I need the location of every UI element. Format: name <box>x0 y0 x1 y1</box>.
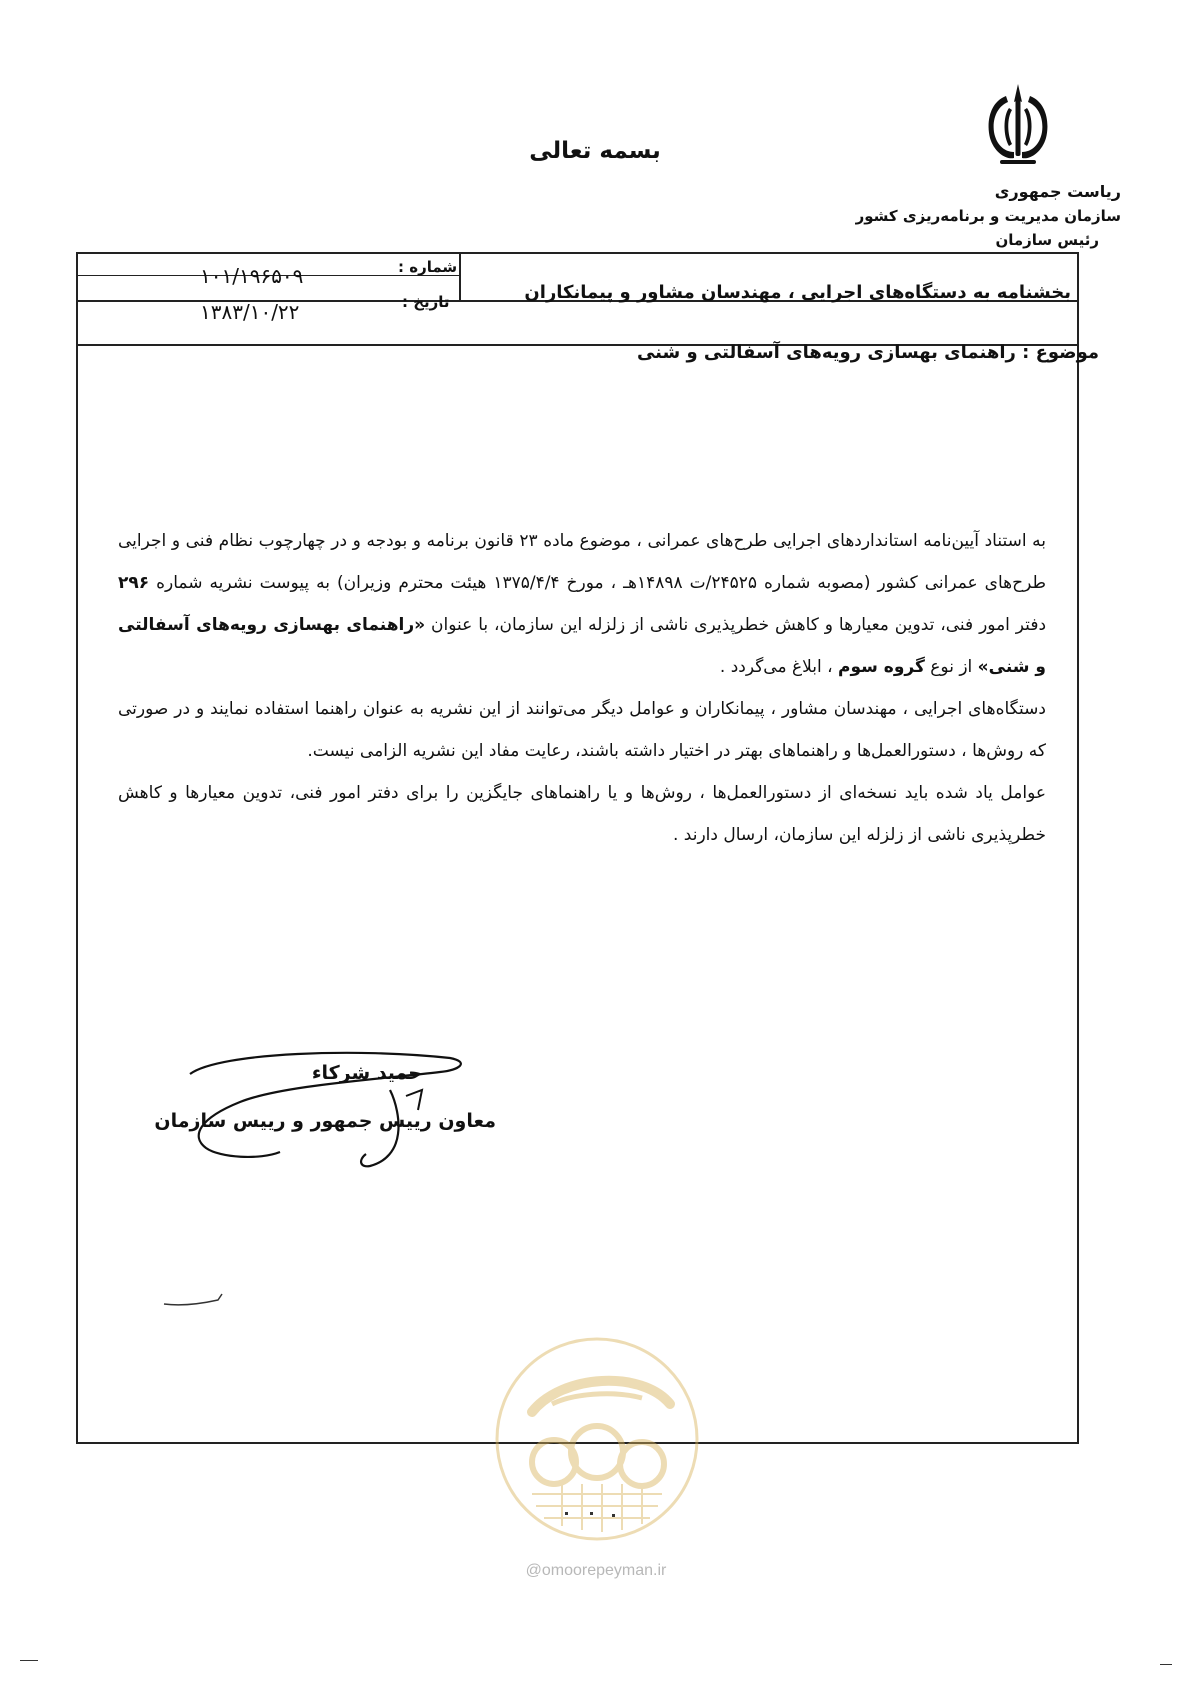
letter-body <box>118 520 1046 856</box>
pen-stroke-mark <box>160 1282 240 1312</box>
meta-divider <box>459 252 461 302</box>
paragraph-2: دستگاه‌های اجرایی ، مهندسان مشاور ، پیمانکاران و عوامل دیگر می‌توانند از این نشریه به عنوان راهنما استفاده نمایند و در صورتی که روش‌ها ، دستورالعمل‌ها و راهنماهای بهتر در اختیار داشته باشند، رعایت مفاد این نشریه الزامی نیست. <box>118 699 1046 761</box>
iran-emblem-icon <box>976 78 1060 168</box>
paragraph-3: عوامل یاد شده باید نسخه‌ای از دستورالعمل‌ها ، روش‌ها و یا راهنماهای جایگزین را برای دفتر امور فنی، تدوین معیارها و کاهش خطرپذیری ناشی از زلزله این سازمان، ارسال دارند . <box>118 783 1046 845</box>
scan-speck <box>590 1512 593 1515</box>
paragraph-1 <box>118 520 1046 688</box>
publication-title: «راهنمای بهسازی رویه‌های آسفالتی و شنی» <box>118 615 1046 677</box>
watermark-site: @omoorepeyman.ir <box>525 1562 667 1579</box>
number-label: شماره : <box>398 258 458 276</box>
signatory-name: حمید شرکاء <box>311 1062 422 1084</box>
authority-presidency: ریاست جمهوری <box>994 182 1121 201</box>
publication-group: گروه سوم <box>838 657 925 677</box>
paragraph-1-start: به استناد آیین‌نامه استانداردهای اجرایی طرح‌های عمرانی ، موضوع ماده ۲۳ قانون برنامه و بودجه و در چهارچوب نظام فنی و اجرایی طرح‌های عمرانی کشور (مصوبه شماره ۲۴۵۲۵/ت ۱۴۸۹۸هـ ، مورخ ۱۳۷۵/۴/۴ هیئت محترم وزیران) به پیوست نشریه شماره <box>118 531 1046 593</box>
issuing-authority <box>761 180 1121 252</box>
publication-number: ۲۹۶ <box>118 573 150 593</box>
paragraph-1-from: از نوع <box>924 657 978 677</box>
watermark-logo-icon <box>492 1334 702 1544</box>
number-value: ۱۰۱/۱۹۶۵۰۹ <box>200 264 304 288</box>
scan-speck <box>612 1514 615 1517</box>
recipients-line: بخشنامه به دستگاه‌های اجرایی ، مهندسان مشاور و پیمانکاران <box>524 282 1071 303</box>
date-value: ۱۳۸۳/۱۰/۲۲ <box>200 300 300 324</box>
paragraph-1-mid: دفتر امور فنی، تدوین معیارها و کاهش خطرپذیری ناشی از زلزله این سازمان، با عنوان <box>425 615 1047 635</box>
paragraph-1-end: ، ابلاغ می‌گردد . <box>719 657 839 677</box>
scan-speck <box>20 1660 38 1661</box>
scan-speck <box>565 1512 568 1515</box>
bismillah-heading: بسمه تعالی <box>529 138 661 164</box>
signatory-title: معاون رییس جمهور و رییس سازمان <box>154 1110 496 1132</box>
authority-organization: سازمان مدیریت و برنامه‌ریزی کشور <box>855 207 1121 225</box>
scan-speck <box>1160 1664 1172 1665</box>
date-label: تاریخ : <box>402 293 450 311</box>
subject-line: موضوع : راهنمای بهسازی رویه‌های آسفالتی و شنی <box>636 342 1099 363</box>
authority-head: رئیس سازمان <box>995 231 1099 249</box>
